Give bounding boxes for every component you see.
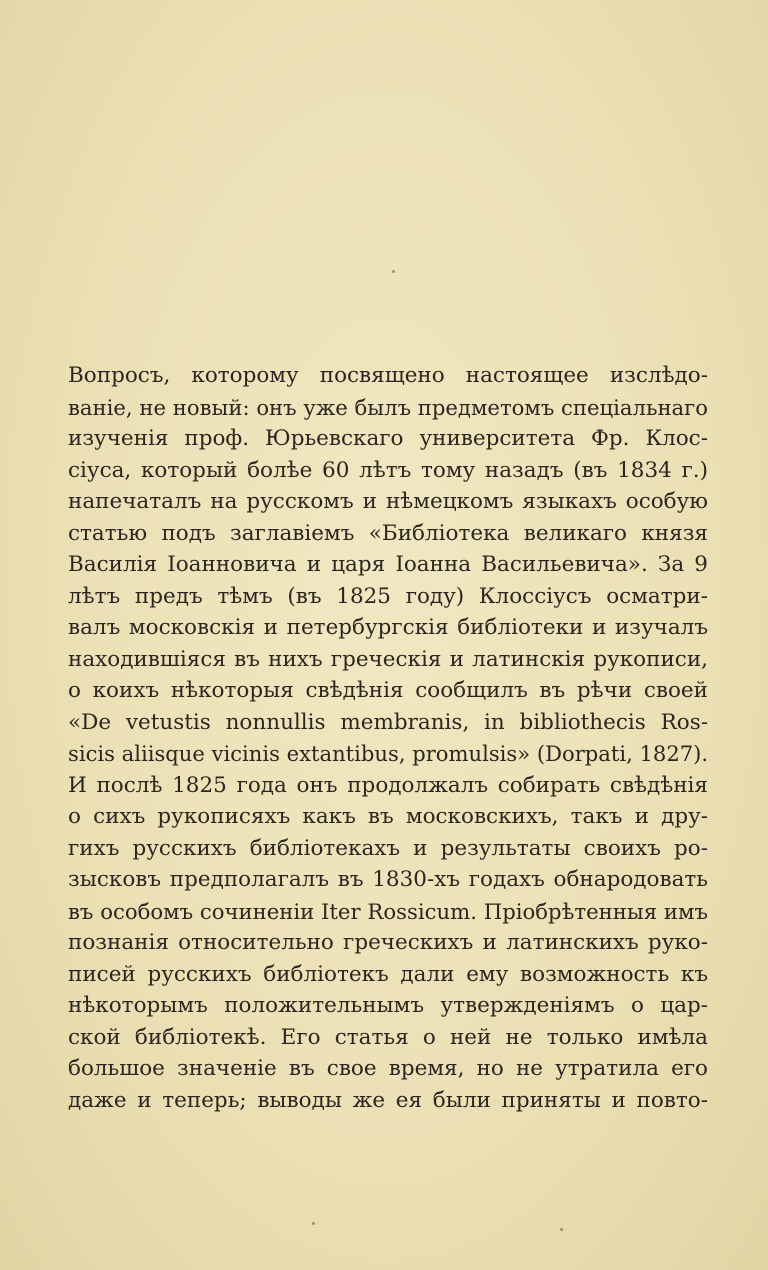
text-line: находившіяся въ нихъ греческія и латинскія рукописи,: [68, 646, 708, 672]
paper-speck: [312, 1222, 315, 1225]
paper-speck: [560, 1228, 563, 1231]
text-line: Вопросъ, которому посвящено настоящее изслѣдо-: [68, 363, 708, 388]
text-line: Василія Іоанновича и царя Іоанна Васильевича». За 9: [68, 552, 708, 577]
text-line: о сихъ рукописяхъ какъ въ московскихъ, такъ и дру-: [68, 804, 708, 829]
text-line: валъ московскія и петербургскія библіотеки и изучалъ: [68, 615, 708, 640]
text-line: sicis aliisque vicinis extantibus, promulsis» (Dorpati, 1827).: [68, 741, 709, 766]
text-line: большое значеніе въ свое время, но не утратила его: [68, 1056, 708, 1081]
text-line: нѣкоторымъ положительнымъ утвержденіямъ о цар-: [68, 993, 708, 1018]
text-line: изученія проф. Юрьевскаго университета Фр. Клос-: [68, 426, 708, 451]
text-line: о коихъ нѣкоторыя свѣдѣнія сообщилъ въ рѣчи своей: [68, 678, 708, 703]
text-line: гихъ русскихъ библіотекахъ и результаты своихъ ро-: [68, 835, 708, 861]
text-line: И послѣ 1825 года онъ продолжалъ собирать свѣдѣнія: [68, 772, 708, 798]
text-line: «De vetustis nonnullis membranis, in bibliothecis Ros-: [68, 709, 708, 735]
text-line: писей русскихъ библіотекъ дали ему возможность къ: [68, 961, 708, 987]
text-line: лѣтъ предъ тѣмъ (въ 1825 году) Клоссіусъ осматри-: [68, 583, 708, 609]
text-line: ваніе, не новый: онъ уже былъ предметомъ спеціальнаго: [68, 394, 708, 420]
text-line: даже и теперь; выводы же ея были приняты и повто-: [68, 1087, 708, 1113]
text-line: познанія относительно греческихъ и латинскихъ руко-: [68, 930, 708, 955]
text-line: въ особомъ сочиненіи Iter Rossicum. Пріобрѣтенныя имъ: [68, 898, 708, 924]
text-line: напечаталъ на русскомъ и нѣмецкомъ языкахъ особую: [68, 489, 708, 514]
text-line: статью подъ заглавіемъ «Библіотека великаго князя: [68, 520, 708, 546]
text-line: зысковъ предполагалъ въ 1830-хъ годахъ обнародовать: [68, 867, 708, 892]
text-line: сіуса, который болѣе 60 лѣтъ тому назадъ (въ 1834 г.): [68, 457, 708, 483]
paper-speck: [392, 270, 395, 273]
text-line: ской библіотекѣ. Его статья о ней не только имѣла: [68, 1024, 708, 1050]
body-text: [68, 360, 708, 1116]
